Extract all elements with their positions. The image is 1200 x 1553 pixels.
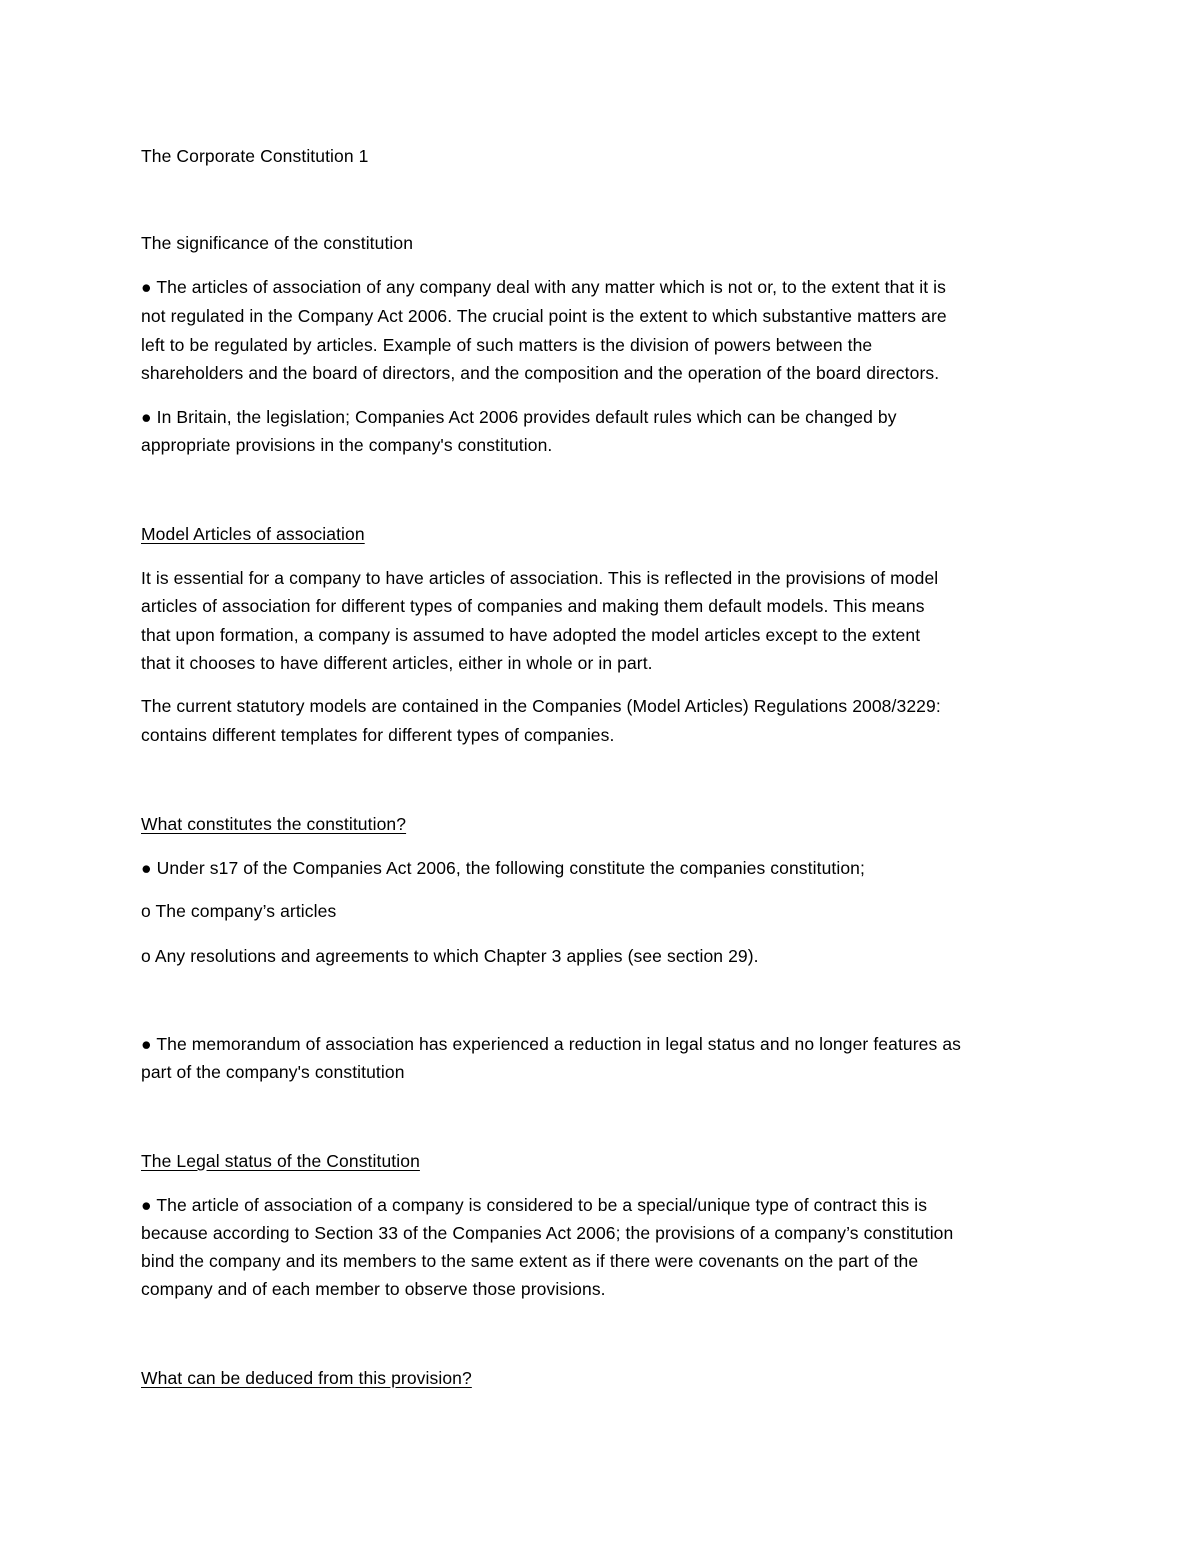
sub-bullet-line: o Any resolutions and agreements to which Chapter 3 applies (see section 29). — [141, 946, 759, 966]
bullet-line: ● The articles of association of any company deal with any matter which is not or, to the extent that it is — [141, 277, 946, 297]
section-heading-significance: The significance of the constitution — [141, 233, 414, 253]
paragraph-line: It is essential for a company to have articles of association. This is reflected in the provisions of model — [141, 568, 939, 588]
paragraph-line: that it chooses to have different articles, either in whole or in part. — [141, 653, 653, 673]
section-heading-legal-status: The Legal status of the Constitution — [141, 1151, 420, 1171]
paragraph-line: articles of association for different types of companies and making them default models. This means — [141, 596, 925, 616]
bullet-line: ● The memorandum of association has experienced a reduction in legal status and no longer features as — [141, 1034, 961, 1054]
bullet-line: ● In Britain, the legislation; Companies Act 2006 provides default rules which can be changed by — [141, 407, 897, 427]
section-heading-what-constitutes: What constitutes the constitution? — [141, 814, 407, 834]
paragraph-line: contains different templates for different types of companies. — [141, 725, 615, 745]
bullet-line: bind the company and its members to the same extent as if there were covenants on the part of the — [141, 1251, 919, 1271]
bullet-line: shareholders and the board of directors, and the composition and the operation of the board directors. — [141, 363, 940, 383]
bullet-line: because according to Section 33 of the Companies Act 2006; the provisions of a company’s constitution — [141, 1223, 954, 1243]
section-heading-deduced: What can be deduced from this provision? — [141, 1368, 472, 1388]
sub-bullet-line: o The company’s articles — [141, 901, 337, 921]
section-heading-model-articles: Model Articles of association — [141, 524, 365, 544]
bullet-line: ● The article of association of a company is considered to be a special/unique type of contract this is — [141, 1195, 928, 1215]
bullet-line: company and of each member to observe those provisions. — [141, 1279, 606, 1299]
bullet-line: ● Under s17 of the Companies Act 2006, the following constitute the companies constitution; — [141, 858, 865, 878]
paragraph-line: The current statutory models are contained in the Companies (Model Articles) Regulations 2008/3229: — [141, 696, 941, 716]
bullet-line: not regulated in the Company Act 2006. The crucial point is the extent to which substantive matters are — [141, 306, 947, 326]
paragraph-line: that upon formation, a company is assumed to have adopted the model articles except to the extent — [141, 625, 921, 645]
bullet-line: part of the company's constitution — [141, 1062, 405, 1082]
document-title: The Corporate Constitution 1 — [141, 146, 369, 166]
bullet-line: left to be regulated by articles. Example of such matters is the division of powers between the — [141, 335, 873, 355]
bullet-line: appropriate provisions in the company's constitution. — [141, 435, 553, 455]
